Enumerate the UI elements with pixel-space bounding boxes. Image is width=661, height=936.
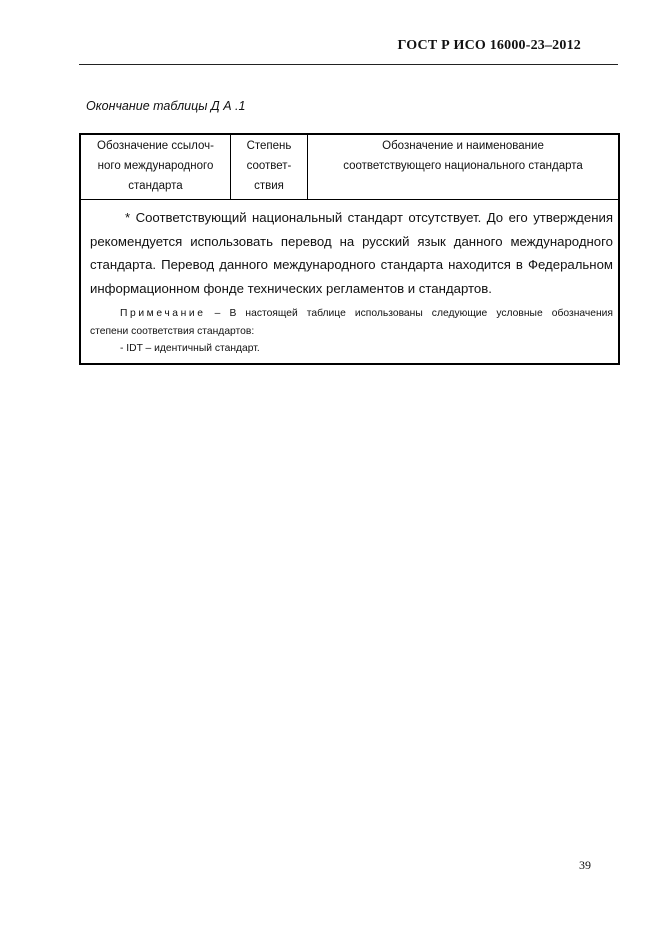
header-cell-line: ного международного	[97, 160, 214, 172]
header-cell-line: Степень	[246, 140, 292, 152]
header-cell-degree	[231, 135, 308, 199]
footnote-line: * Соответствующий национальный стандарт отсутствует. До его утверждения	[125, 210, 613, 225]
header-cell-line: стандарта	[128, 180, 183, 192]
table-header-row	[81, 135, 618, 200]
document-header-title: ГОСТ Р ИСО 16000-23–2012	[397, 38, 581, 53]
page-number: 39	[579, 858, 591, 872]
header-cell-line: Обозначение и наименование	[382, 140, 544, 152]
note-item-idt: - IDT – идентичный стандарт.	[120, 343, 260, 354]
header-cell-line: ствия	[254, 180, 284, 192]
note-line: степени соответствия стандартов:	[90, 325, 255, 337]
header-cell-line: соответствующего национального стандарта	[343, 160, 583, 172]
footnote-line: стандарта. Перевод данного международного стандарта находится в Федеральном	[90, 257, 613, 272]
footnote-line: информационном фонде технических регламентов и стандартов.	[90, 280, 492, 296]
table-note	[90, 305, 613, 358]
note-text: – В настоящей таблице использованы следующие условные обозначения	[205, 308, 613, 319]
standards-table	[79, 133, 620, 365]
header-cell-national-standard	[308, 135, 618, 199]
note-line	[90, 305, 613, 323]
footnote-line: рекомендуется использовать перевод на русский язык данного международного	[90, 233, 613, 249]
note-label: Примечание	[120, 308, 206, 319]
table-footer-cell	[81, 199, 618, 363]
footnote-text	[90, 206, 613, 300]
header-cell-line: Обозначение ссылоч-	[97, 140, 214, 152]
table-caption: Окончание таблицы Д А .1	[86, 99, 246, 113]
header-cell-international-standard	[81, 135, 231, 199]
header-divider	[79, 64, 618, 65]
header-cell-line: соответ-	[246, 160, 292, 172]
